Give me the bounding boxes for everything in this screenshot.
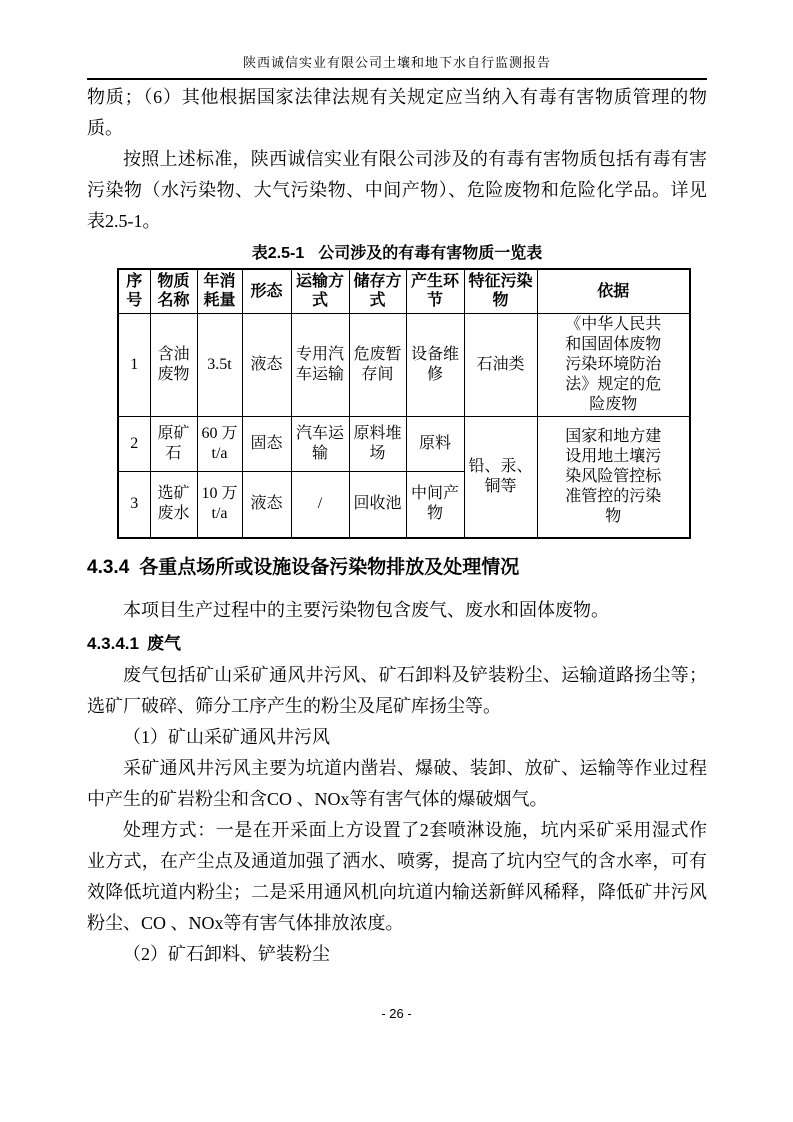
- page-footer: [0, 1006, 793, 1021]
- cell-name: 选矿废水: [150, 471, 197, 538]
- cell-storage: 回收池: [349, 471, 406, 538]
- cell-name: 原矿石: [150, 416, 197, 471]
- cell-stage: 原料: [406, 416, 464, 471]
- cell-no: 1: [118, 313, 150, 416]
- table-header-row: [118, 269, 690, 313]
- paragraph-carryover: 物质；（6）其他根据国家法律法规有关规定应当纳入有毒有害物质管理的物质。: [87, 87, 707, 138]
- list-item-2-title: （2）矿石卸料、铲装粉尘: [123, 944, 330, 964]
- table-caption-text: 公司涉及的有毒有害物质一览表: [318, 245, 543, 262]
- paragraph-overview: 本项目生产过程中的主要污染物包含废气、废水和固体废物。: [123, 600, 609, 620]
- cell-transport: 专用汽车运输: [291, 313, 349, 416]
- cell-amount: 3.5t: [197, 313, 242, 416]
- header-cell-stage: 产生环节: [406, 269, 464, 313]
- table-caption: [87, 244, 707, 263]
- basis-text: 《中华人民共和国固体废物污染环境防治法》规定的危险废物: [565, 315, 662, 413]
- page-header: [87, 52, 707, 80]
- header-cell-amount: 年消耗量: [197, 269, 242, 313]
- toxic-substances-table: [117, 268, 691, 539]
- cell-stage: 中间产物: [406, 471, 464, 538]
- header-cell-pollutant: 特征污染物: [464, 269, 537, 313]
- paragraph-item1: 采矿通风井污风主要为坑道内凿岩、爆破、装卸、放矿、运输等作业过程中产生的矿岩粉尘和含CO 、NOx等有害气体的爆破烟气。: [87, 758, 707, 809]
- subsection-title: 废气: [147, 634, 181, 653]
- header-cell-storage: 储存方式: [349, 269, 406, 313]
- paragraph-item1-treatment: 处理方式：一是在开采面上方设置了2套喷淋设施，坑内采矿采用湿式作业方式，在产尘点及通道加强了洒水、喷雾，提高了坑内空气的含水率，可有效降低坑道内粉尘；二是采用通风机向坑道内输送新鲜风稀释，降低矿井污风粉尘、CO 、NOx等有害气体排放浓度。: [87, 820, 707, 933]
- cell-no: 3: [118, 471, 150, 538]
- cell-amount: 60 万 t/a: [197, 416, 242, 471]
- table-caption-label: 表2.5-1: [251, 245, 305, 262]
- header-cell-transport: 运输方式: [291, 269, 349, 313]
- cell-amount: 10 万 t/a: [197, 471, 242, 538]
- subsection-number: 4.3.4.1: [87, 634, 139, 653]
- cell-name: 含油废物: [150, 313, 197, 416]
- cell-pollutant-merged: 铅、汞、铜等: [464, 416, 537, 538]
- cell-storage: 危废暂存间: [349, 313, 406, 416]
- table-row: [118, 313, 690, 416]
- cell-storage: 原料堆场: [349, 416, 406, 471]
- section-heading-434: [87, 555, 707, 581]
- section-title: 各重点场所或设施设备污染物排放及处理情况: [139, 557, 520, 578]
- section-heading-4341: [87, 632, 707, 656]
- section-number: 4.3.4: [87, 557, 130, 578]
- cell-no: 2: [118, 416, 150, 471]
- header-cell-no: 序号: [118, 269, 150, 313]
- table-row: [118, 416, 690, 471]
- cell-transport: /: [291, 471, 349, 538]
- cell-basis: [537, 313, 690, 416]
- cell-form: 液态: [242, 313, 291, 416]
- cell-pollutant: 石油类: [464, 313, 537, 416]
- cell-form: 固态: [242, 416, 291, 471]
- page-content: [87, 82, 707, 970]
- header-cell-name: 物质名称: [150, 269, 197, 313]
- cell-stage: 设备维修: [406, 313, 464, 416]
- cell-form: 液态: [242, 471, 291, 538]
- paragraph-standard: 按照上述标准，陕西诚信实业有限公司涉及的有毒有害物质包括有毒有害污染物（水污染物、大气污染物、中间产物）、危险废物和危险化学品。详见表2.5-1。: [87, 149, 707, 231]
- header-cell-form: 形态: [242, 269, 291, 313]
- report-title: 陕西诚信实业有限公司土壤和地下水自行监测报告: [242, 55, 551, 70]
- paragraph-waste-gas: 废气包括矿山采矿通风井污风、矿石卸料及铲装粉尘、运输道路扬尘等；选矿厂破碎、筛分工序产生的粉尘及尾矿库扬尘等。: [87, 665, 707, 716]
- cell-transport: 汽车运输: [291, 416, 349, 471]
- header-cell-basis: 依据: [537, 269, 690, 313]
- list-item-1-title: （1）矿山采矿通风井污风: [123, 727, 330, 747]
- page-number: - 26 -: [381, 1006, 412, 1021]
- cell-basis-merged: [537, 416, 690, 538]
- basis-text: 国家和地方建设用地土壤污染风险管控标准管控的污染物: [565, 427, 662, 525]
